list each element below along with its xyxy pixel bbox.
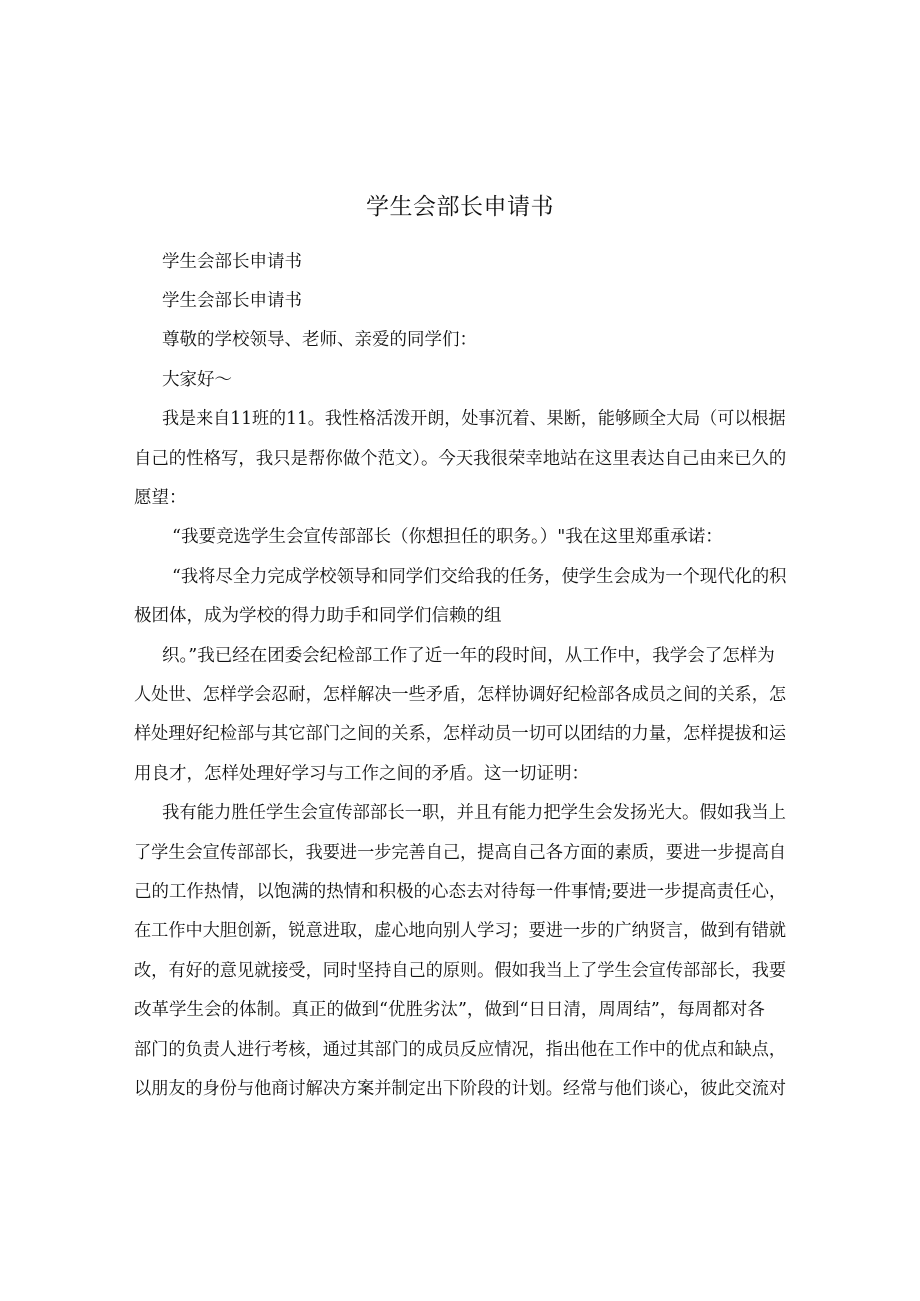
text-line: “我将尽全力完成学校领导和同学们交给我的任务，使学生会成为一个现代化的积 xyxy=(172,567,787,587)
document-title: 学生会部长申请书 xyxy=(366,194,554,220)
text-line: 样处理好纪检部与其它部门之间的关系，怎样动员一切可以团结的力量，怎样提拔和运 xyxy=(134,724,787,744)
text-line: 大家好～ xyxy=(162,370,232,390)
text-line: 尊敬的学校领导、老师、亲爱的同学们： xyxy=(162,330,477,350)
text-line: 极团体，成为学校的得力助手和同学们信赖的组 xyxy=(134,606,502,626)
text-line: 己的工作热情，以饱满的热情和积极的心态去对待每一件事情;要进一步提高责任心， xyxy=(134,882,787,902)
text-line: 织。”我已经在团委会纪检部工作了近一年的段时间，从工作中，我学会了怎样为 xyxy=(162,646,775,666)
text-line: 学生会部长申请书 xyxy=(162,252,302,272)
text-line: 愿望： xyxy=(134,488,187,508)
text-line: 我有能力胜任学生会宣传部部长一职，并且有能力把学生会发扬光大。假如我当上 xyxy=(162,803,787,823)
text-line: 学生会部长申请书 xyxy=(162,291,302,311)
text-line: 部门的负责人进行考核，通过其部门的成员反应情况，指出他在工作中的优点和缺点， xyxy=(134,1040,787,1060)
text-line: 了学生会宣传部部长，我要进一步完善自己，提高自己各方面的素质，要进一步提高自 xyxy=(134,843,787,863)
text-line: 改革学生会的体制。真正的做到“优胜劣汰”，做到“日日清，周周结”，每周都对各 xyxy=(134,1000,765,1020)
text-line: 用良才，怎样处理好学习与工作之间的矛盾。这一切证明： xyxy=(134,764,589,784)
text-line: 人处世、怎样学会忍耐，怎样解决一些矛盾，怎样协调好纪检部各成员之间的关系，怎 xyxy=(134,685,787,705)
text-line: 以朋友的身份与他商讨解决方案并制定出下阶段的计划。经常与他们谈心，彼此交流对 xyxy=(134,1079,787,1099)
text-line: 自己的性格写，我只是帮你做个范文）。今天我很荣幸地站在这里表达自己由来已久的 xyxy=(134,449,787,469)
text-line: “我要竞选学生会宣传部部长（你想担任的职务。）"我在这里郑重承诺： xyxy=(172,527,723,547)
text-line: 我是来自11班的11。我性格活泼开朗，处事沉着、果断，能够顾全大局（可以根据 xyxy=(162,409,786,429)
text-line: 改，有好的意见就接受，同时坚持自己的原则。假如我当上了学生会宣传部部长，我要 xyxy=(134,961,787,981)
text-line: 在工作中大胆创新，锐意进取，虚心地向别人学习；要进一步的广纳贤言，做到有错就 xyxy=(134,921,787,941)
